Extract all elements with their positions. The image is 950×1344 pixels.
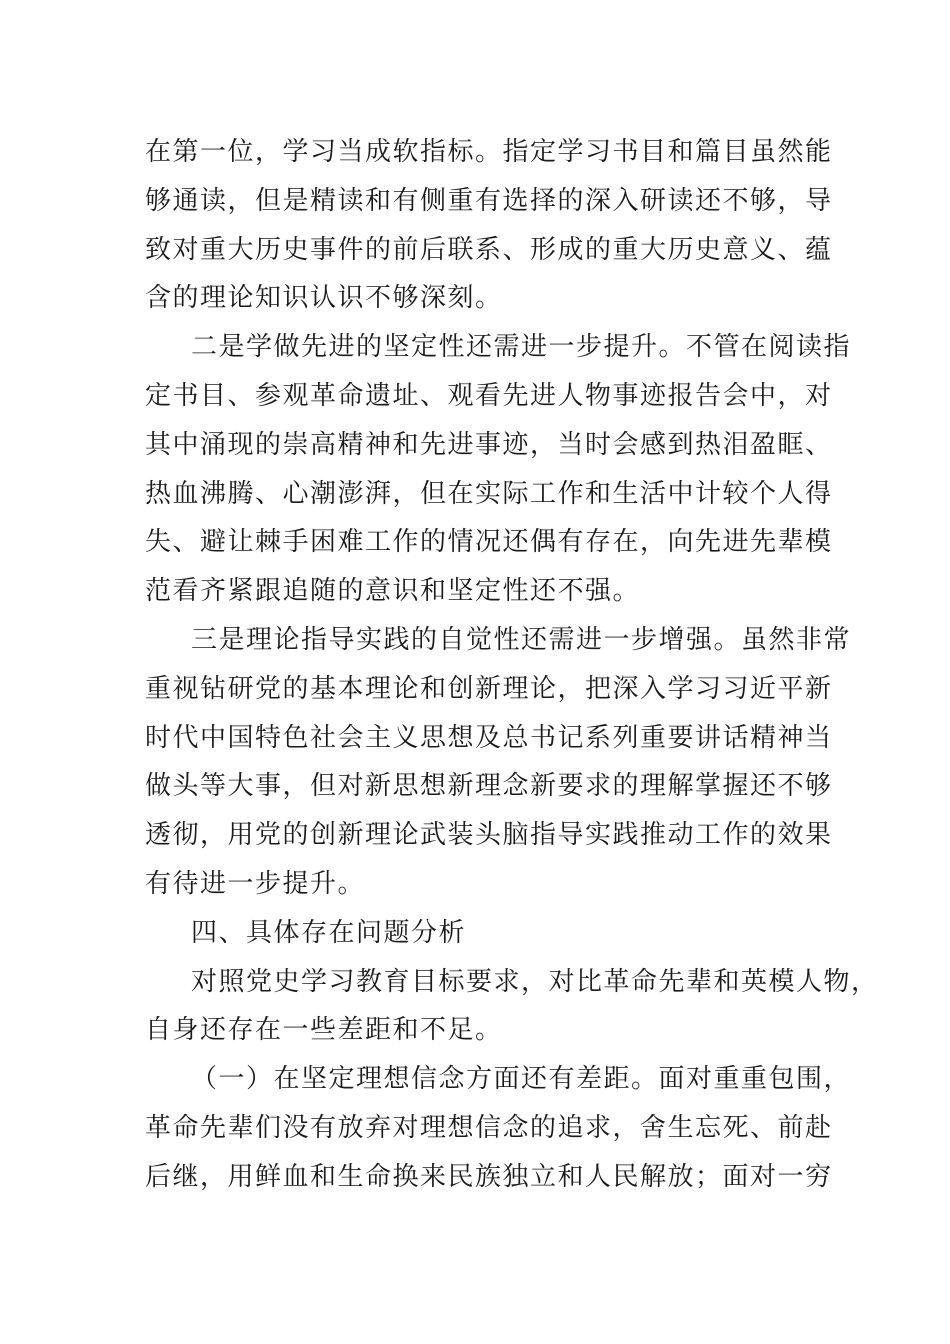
document-body [145,128,879,1202]
paragraph-second-point [145,323,852,616]
section-heading [145,909,815,958]
text-line: （一）在坚定理想信念方面还有差距。面对重重包围， [191,1064,852,1095]
paragraph-continued [145,128,833,323]
heading-text: 四、具体存在问题分析 [191,917,467,948]
text-line: 透彻，用党的创新理论武装头脑指导实践推动工作的效果 [145,820,833,851]
text-line: 革命先辈们没有放弃对理想信念的追求，舍生忘死、前赴 [145,1112,833,1143]
text-line: 失、避让棘手困难工作的情况还偶有存在，向先进先辈模 [145,527,833,558]
text-line: 其中涌现的崇高精神和先进事迹，当时会感到热泪盈眶、 [145,429,833,460]
text-line: 自身还存在一些差距和不足。 [145,1015,503,1046]
text-line: 热血沸腾、心潮澎湃，但在实际工作和生活中计较个人得 [145,478,833,509]
text-line: 含的理论知识认识不够深刻。 [145,283,503,314]
paragraph-third-point [145,616,852,909]
text-line: 定书目、参观革命遗址、观看先进人物事迹报告会中，对 [145,380,833,411]
text-line: 在第一位，学习当成软指标。指定学习书目和篇目虽然能 [145,137,833,167]
paragraph-subpoint-one [145,1055,852,1201]
text-line: 时代中国特色社会主义思想及总书记系列重要讲话精神当 [145,722,833,753]
text-line: 做头等大事，但对新思想新理念新要求的理解掌握还不够 [145,771,833,802]
text-line: 后继，用鲜血和生命换来民族独立和人民解放；面对一穷 [145,1161,833,1192]
text-line: 重视钻研党的基本理论和创新理论，把深入学习习近平新 [145,673,833,704]
text-line: 够通读，但是精读和有侧重有选择的深入研读还不够，导 [145,185,833,216]
text-line: 有待进一步提升。 [145,868,366,899]
text-line: 范看齐紧跟追随的意识和坚定性还不强。 [145,576,641,607]
text-line: 三是理论指导实践的自觉性还需进一步增强。虽然非常 [191,624,852,655]
text-line: 致对重大历史事件的前后联系、形成的重大历史意义、蕴 [145,234,833,265]
text-line: 对照党史学习教育目标要求，对比革命先辈和英模人物， [191,966,879,997]
text-line: 二是学做先进的坚定性还需进一步提升。不管在阅读指 [191,332,852,363]
paragraph-intro [145,958,879,1056]
